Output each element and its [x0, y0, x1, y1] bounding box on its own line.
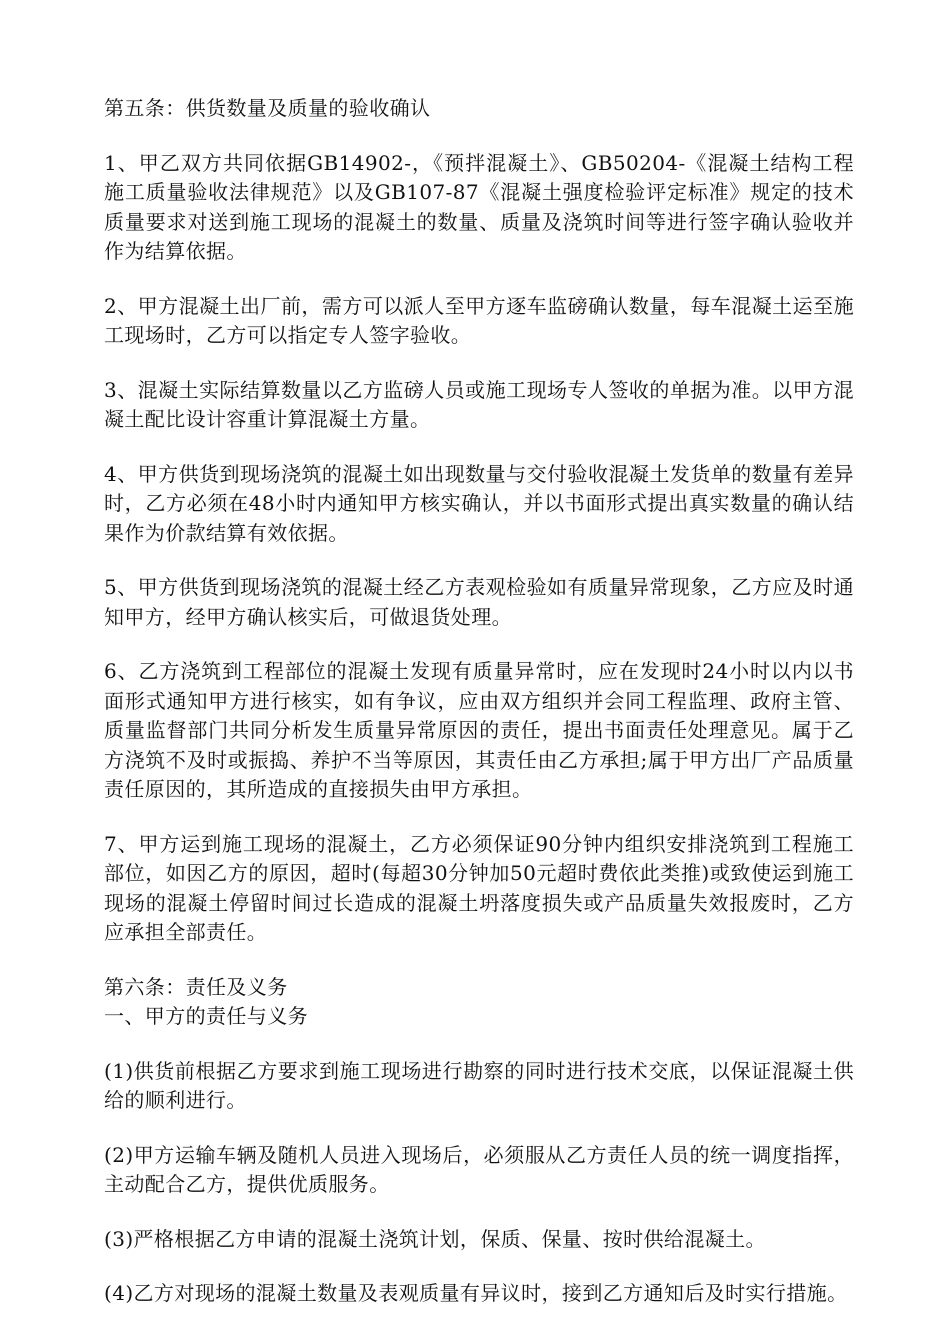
section-5-item-6: 6、乙方浇筑到工程部位的混凝土发现有质量异常时，应在发现时24小时以内以书面形式通知甲方进行核实，如有争议，应由双方组织并会同工程监理、政府主管、质量监督部门共同分析发生质量异常原因的责任，提出书面责任处理意见。属于乙方浇筑不及时或振捣、养护不当等原因，其责任由乙方承担;属于甲方出厂产品质量责任原因的，其所造成的直接损失由甲方承担。: [104, 659, 854, 801]
section-5-item-5: 5、甲方供货到现场浇筑的混凝土经乙方表观检验如有质量异常现象，乙方应及时通知甲方，经甲方确认核实后，可做退货处理。: [104, 575, 854, 629]
section-5-item-7: 7、甲方运到施工现场的混凝土，乙方必须保证90分钟内组织安排浇筑到工程施工部位，如因乙方的原因，超时(每超30分钟加50元超时费依此类推)或致使运到施工现场的混凝土停留时间过长造成的混凝土坍落度损失或产品质量失效报废时，乙方应承担全部责任。: [104, 831, 854, 944]
section-6-title: 第六条：责任及义务: [104, 974, 288, 999]
section-5-item-4: 4、甲方供货到现场浇筑的混凝土如出现数量与交付验收混凝土发货单的数量有差异时，乙方必须在48小时内通知甲方核实确认，并以书面形式提出真实数量的确认结果作为价款结算有效依据。: [104, 461, 854, 545]
section-6-item-2: (2)甲方运输车辆及随机人员进入现场后，必须服从乙方责任人员的统一调度指挥，主动配合乙方，提供优质服务。: [104, 1142, 854, 1196]
section-6-subtitle: 一、甲方的责任与义务: [104, 1004, 308, 1028]
section-6-item-1: (1)供货前根据乙方要求到施工现场进行勘察的同时进行技术交底，以保证混凝土供给的顺利进行。: [104, 1058, 854, 1112]
section-5-item-2: 2、甲方混凝土出厂前，需方可以派人至甲方逐车监磅确认数量，每车混凝土运至施工现场时，乙方可以指定专人签字验收。: [104, 293, 854, 347]
document-page: [104, 94, 854, 1309]
section-5-item-1: 1、甲乙双方共同依据GB14902-，《预拌混凝土》、GB50204-《混凝土结构工程施工质量验收法律规范》以及GB107-87《混凝土强度检验评定标准》规定的技术质量要求对送到施工现场的混凝土的数量、质量及浇筑时间等进行签字确认验收并作为结算依据。: [104, 150, 854, 263]
section-5-title: 第五条：供货数量及质量的验收确认: [104, 96, 431, 120]
section-6-item-4: (4)乙方对现场的混凝土数量及表观质量有异议时，接到乙方通知后及时实行措施。: [104, 1281, 848, 1305]
section-5-item-3: 3、混凝土实际结算数量以乙方监磅人员或施工现场专人签收的单据为准。以甲方混凝土配比设计容重计算混凝土方量。: [104, 377, 854, 431]
section-6-item-3: (3)严格根据乙方申请的混凝土浇筑计划，保质、保量、按时供给混凝土。: [104, 1226, 766, 1251]
